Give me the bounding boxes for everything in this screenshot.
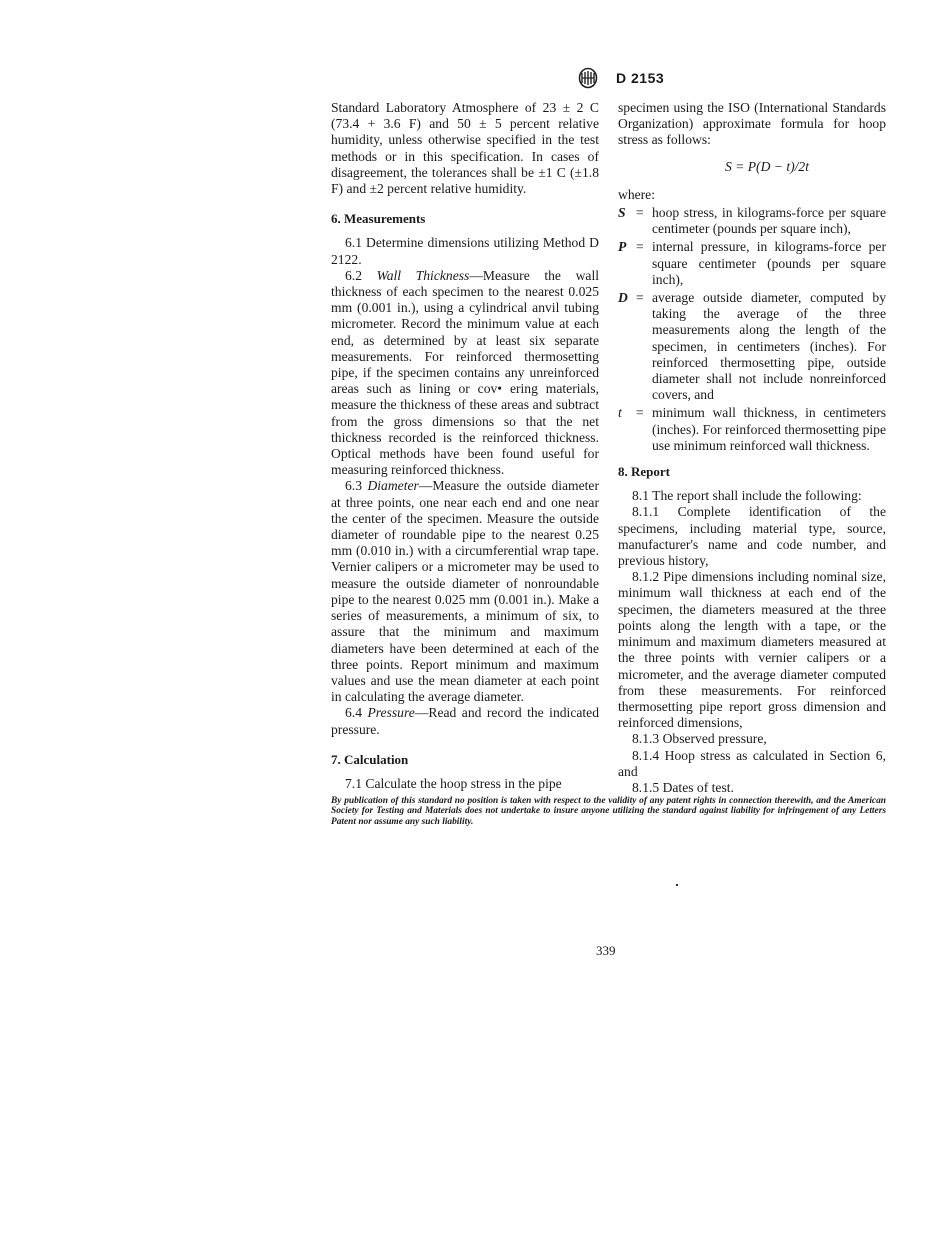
definition-symbol: t [618, 405, 622, 421]
paragraph-8-1-2: 8.1.2 Pipe dimensions including nominal size, minimum wall thickness at each end of the specimen, the diameters measured at the three points along the length with a tape, or the minimum and maximum diameters measured at the three points with vernier calipers or a micrometer, and the average diameter computed from these measurements. For reinforced thermosetting pipe report gross dimension and reinforced dimensions, [618, 569, 886, 731]
paragraph-8-1: 8.1 The report shall include the following: [632, 488, 862, 504]
right-column [618, 100, 886, 796]
paragraph-6-1: 6.1 Determine dimensions utilizing Method D 2122. [331, 235, 599, 267]
where-label: where: [618, 186, 655, 202]
definition-symbol: S [618, 205, 626, 221]
definition-equals: = [636, 205, 644, 221]
paragraph-6-2 [331, 268, 599, 479]
p6-2-title: Wall Thickness [376, 267, 470, 283]
section-7-heading: 7. Calculation [331, 751, 409, 767]
document-number: D 2153 [616, 70, 665, 86]
intro-paragraph: Standard Laboratory Atmosphere of 23 ± 2 C (73.4 + 3.6 F) and 50 ± 5 percent relative humidity, unless otherwise specified in the test methods or in this specification. In cases of disagreement, the tolerances shall be ±1 C (±1.8 F) and ±2 percent relative humidity. [331, 100, 599, 197]
astm-logo-icon [578, 67, 598, 89]
p6-2-number: 6.2 [345, 267, 377, 283]
scan-speck [676, 884, 678, 886]
p6-3-body: —Measure the outside diameter at three points, one near each end and one near the center of the specimen. Measure the outside diameter of roundable pipe to the nearest 0.25 mm (0.010 in.) with a circumferential wrap tape. Vernier calipers or a micrometer may be used to measure the outside diameter of nonroundable pipe to the nearest 0.025 mm (0.001 in.). Make a series of measurements, a minimum of six, to assure that the minimum and maximum diameters have been determined at each of the three points. Report minimum and maximum values and use the mean diameter at each point in calculating the average diameter. [331, 478, 599, 705]
definition-symbol: D [618, 290, 628, 306]
page-header [578, 66, 664, 90]
definition-text: minimum wall thickness, in centimeters (inches). For reinforced thermosetting pipe use minimum reinforced wall thickness. [652, 405, 886, 453]
definition-symbol: P [618, 239, 627, 255]
paragraph-6-3 [331, 478, 599, 705]
p6-3-title: Diameter [367, 478, 419, 494]
page-number: 339 [596, 943, 616, 958]
p6-4-number: 6.4 [345, 705, 368, 721]
definition-equals: = [636, 405, 644, 421]
definition-text: hoop stress, in kilograms-force per square centimeter (pounds per square inch), [652, 205, 886, 237]
definition-equals: = [636, 239, 644, 255]
paragraph-6-4 [331, 705, 599, 737]
definition-text: internal pressure, in kilograms-force per square centimeter (pounds per square inch), [652, 239, 886, 287]
definition-d [618, 290, 886, 403]
left-column [331, 100, 599, 792]
definition-equals: = [636, 290, 644, 306]
hoop-stress-formula: S = P(D − t)/2t [724, 158, 810, 174]
paragraph-8-1-5: 8.1.5 Dates of test. [632, 779, 734, 795]
section-6-heading: 6. Measurements [331, 211, 426, 227]
paragraph-8-1-3: 8.1.3 Observed pressure, [632, 731, 767, 747]
patent-footnote: By publication of this standard no position is taken with respect to the validity of any patent rights in connection therewith, and the American Society for Testing and Materials does not undertake to insure anyone utilizing the standard against liability for infringement of any Letters Patent nor assume any such liability. [331, 796, 886, 827]
definition-text: average outside diameter, computed by taking the average of the three measurements along the length of the specimen, in centimeters (inches). For reinforced thermosetting pipe, outside diameter shall not include nonreinforced covers, and [652, 290, 886, 403]
definition-t [618, 405, 886, 454]
section-8-heading: 8. Report [618, 464, 670, 480]
definition-p [618, 239, 886, 288]
paragraph-7-1: 7.1 Calculate the hoop stress in the pipe [345, 775, 562, 791]
p6-4-body: —Read and record the indicated pressure. [331, 705, 599, 737]
definition-s [618, 205, 886, 237]
paragraph-8-1-4: 8.1.4 Hoop stress as calculated in Section 6, and [618, 747, 886, 779]
p6-4-title: Pressure [367, 705, 415, 721]
p6-2-body: —Measure the wall thickness of each specimen to the nearest 0.025 mm (0.001 in.), using a cylindrical anvil tubing micrometer. Record the minimum value at each end, as determined by at least six separate measurements. For reinforced thermosetting pipe, if the specimen contains any unreinforced areas such as lining or cov• ering materials, measure the thickness of these areas and subtract from the gross dimensions so that the net thickness recorded is the reinforced thickness. Optical methods have been found useful for measuring reinforced thickness. [331, 267, 600, 478]
paragraph-8-1-1: 8.1.1 Complete identification of the specimens, including material type, source, manufacturer's name and code number, and previous history, [618, 504, 886, 569]
continuation-paragraph: specimen using the ISO (International Standards Organization) approximate formula for hoop stress as follows: [618, 100, 886, 148]
p6-3-number: 6.3 [345, 478, 368, 494]
